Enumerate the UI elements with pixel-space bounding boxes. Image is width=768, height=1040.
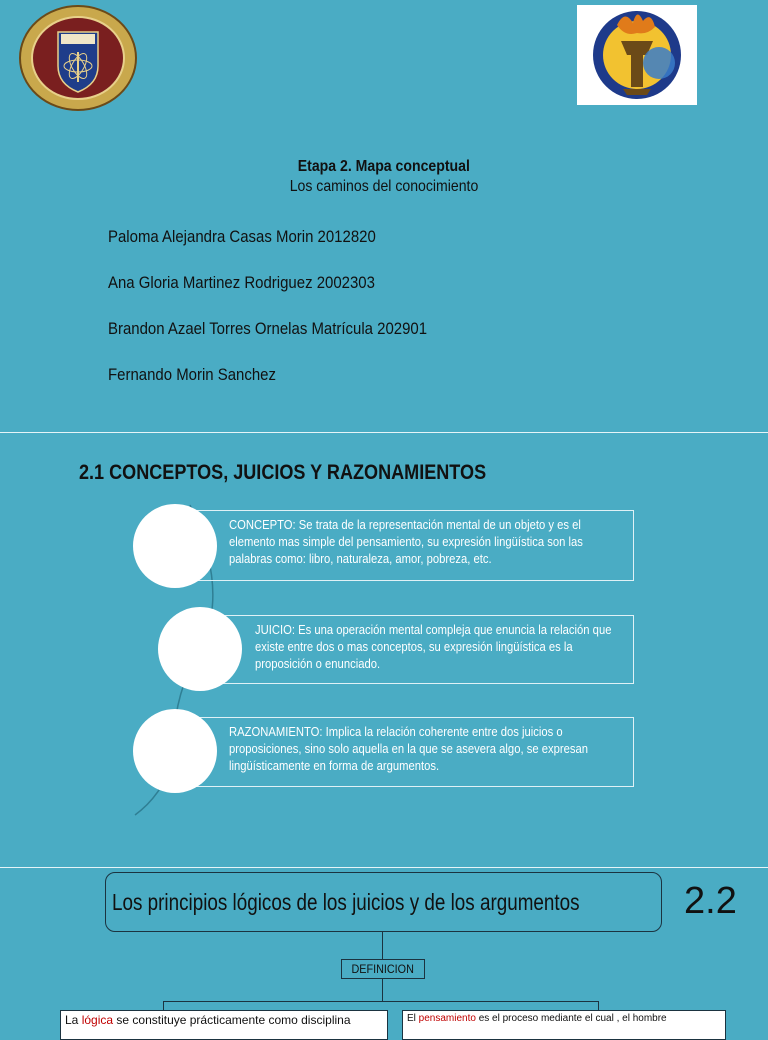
logica-text-pre: La xyxy=(65,1013,82,1027)
juicio-box xyxy=(222,615,634,684)
connector-line xyxy=(163,1001,599,1002)
connector-line xyxy=(382,932,383,959)
author-name: Ana Gloria Martinez Rodriguez 2002303 xyxy=(108,273,375,292)
author-name: Brandon Azael Torres Ornelas Matrícula 202901 xyxy=(108,319,428,338)
definicion-label: DEFINICION xyxy=(351,962,415,976)
cover-slide xyxy=(0,0,768,432)
razonamiento-text: RAZONAMIENTO: Implica la relación coherente entre dos juicios o proposiciones, sino solo aquella en la que se asevera algo, se expresan lingüísticamente en forma de argumentos. xyxy=(229,725,588,773)
slide-title: Los principios lógicos de los juicios y de los argumentos xyxy=(112,889,580,915)
bullet-circle xyxy=(133,504,217,588)
preparatoria-3-logo xyxy=(577,5,697,105)
pensamiento-text-post: es el proceso mediante el cual , el hombre xyxy=(475,1013,667,1024)
uanl-seal-logo xyxy=(18,4,138,112)
connector-line xyxy=(382,979,383,1001)
pensamiento-highlight: pensamiento xyxy=(418,1013,476,1024)
concepts-slide xyxy=(0,433,768,867)
pensamiento-box xyxy=(402,1010,726,1040)
author-name: Paloma Alejandra Casas Morin 2012820 xyxy=(108,227,376,246)
principles-slide xyxy=(0,868,768,1027)
slide-title: Etapa 2. Mapa conceptual xyxy=(297,158,471,175)
bullet-circle xyxy=(158,607,242,691)
concept-box xyxy=(196,510,634,581)
connector-line xyxy=(163,1001,164,1010)
section-number: 2.2 xyxy=(684,880,737,922)
logica-highlight: lógica xyxy=(81,1013,114,1027)
concepto-text: CONCEPTO: Se trata de la representación mental de un objeto y es el elemento mas simple del pensamiento, su expresión lingüística son las palabras como: libro, naturaleza, amor, pobreza, etc. xyxy=(229,518,583,566)
author-list xyxy=(108,226,471,410)
logica-text-post: se constituye prácticamente como disciplina xyxy=(113,1013,351,1027)
bullet-circle xyxy=(133,709,217,793)
logica-box xyxy=(60,1010,388,1040)
title-block xyxy=(0,158,768,196)
section-heading: 2.1 CONCEPTOS, JUICIOS Y RAZONAMIENTOS xyxy=(79,461,487,484)
title-box xyxy=(105,872,662,932)
pensamiento-text-pre: El xyxy=(407,1013,419,1024)
juicio-text: JUICIO: Es una operación mental compleja que enuncia la relación que existe entre dos o mas conceptos, su expresión lingüística es la proposición o enunciado. xyxy=(255,623,612,671)
razonamiento-box xyxy=(196,717,634,787)
connector-line xyxy=(598,1001,599,1010)
slide-subtitle: Los caminos del conocimiento xyxy=(289,178,479,195)
definicion-box xyxy=(341,959,425,979)
author-name: Fernando Morin Sanchez xyxy=(108,365,276,384)
